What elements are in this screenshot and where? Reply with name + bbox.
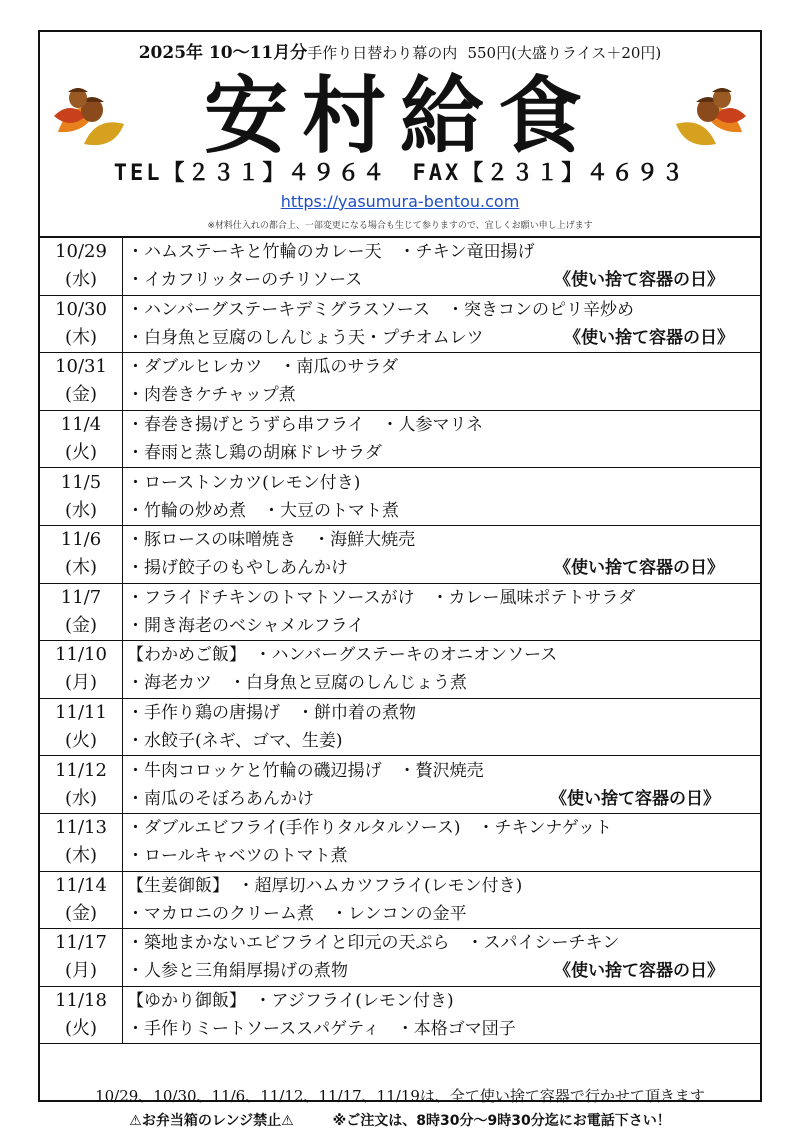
dishes-cell — [123, 526, 760, 583]
menu-row — [40, 987, 760, 1045]
dishes-cell — [123, 872, 760, 929]
menu-table — [40, 238, 760, 1044]
dish-line: 【生姜御飯】 ・超厚切ハムカツフライ(レモン付き) — [127, 875, 523, 896]
menu-sheet — [38, 30, 762, 1129]
menu-row — [40, 641, 760, 699]
dish-line: ・春巻き揚げとうずら串フライ ・人参マリネ — [127, 415, 484, 436]
dishes-cell — [123, 296, 760, 353]
dish-line: ・開き海老のベシャメルフライ — [127, 615, 365, 636]
dishes-cell — [123, 987, 760, 1044]
dish-text: ・白身魚と豆腐のしんじょう天・プチオムレツ — [127, 327, 484, 348]
weekday: (木) — [64, 326, 98, 348]
dish-line: ・ローストンカツ(レモン付き) — [127, 472, 361, 493]
date: 11/13 — [55, 817, 107, 839]
price: 550円(大盛りライス＋20円) — [467, 44, 662, 62]
dish-text: ・南瓜のそぼろあんかけ — [127, 788, 314, 809]
dishes-cell — [123, 929, 760, 986]
disposable-container-tag: 《使い捨て容器の日》 — [550, 788, 720, 809]
footer-bottom — [40, 1110, 760, 1130]
order-time-note: ※ご注文は、8時30分～9時30分迄にお電話下さい！ — [332, 1113, 671, 1129]
autumn-leaves-acorn-icon — [668, 72, 752, 156]
date: 11/10 — [55, 644, 107, 666]
menu-row — [40, 699, 760, 757]
dishes-cell — [123, 756, 760, 813]
weekday: (金) — [64, 902, 98, 924]
menu-row — [40, 411, 760, 469]
dish-line: ・肉巻きケチャップ煮 — [127, 385, 296, 406]
weekday: (水) — [64, 269, 98, 291]
menu-row — [40, 584, 760, 642]
date-cell — [40, 872, 123, 929]
dish-line: ・牛肉コロッケと竹輪の磯辺揚げ ・贅沢焼売 — [127, 760, 484, 781]
dish-line: ・手作りミートソーススパゲティ ・本格ゴマ団子 — [127, 1019, 516, 1040]
header — [40, 32, 760, 238]
weekday: (木) — [64, 557, 98, 579]
date-cell — [40, 238, 123, 295]
date: 11/6 — [60, 529, 102, 551]
date-cell — [40, 699, 123, 756]
menu-row — [40, 238, 760, 296]
menu-row — [40, 872, 760, 930]
date-cell — [40, 814, 123, 871]
dishes-cell — [123, 814, 760, 871]
weekday: (金) — [64, 614, 98, 636]
dish-line: ・築地まかないエビフライと印元の天ぷら ・スパイシーチキン — [127, 933, 620, 954]
weekday: (月) — [64, 960, 98, 982]
dish-line: ・竹輪の炒め煮 ・大豆のトマト煮 — [127, 500, 399, 521]
menu-row — [40, 814, 760, 872]
dish-line: 【ゆかり御飯】 ・アジフライ(レモン付き) — [127, 991, 454, 1012]
dish-line — [127, 554, 760, 582]
date: 11/11 — [55, 702, 107, 724]
dishes-cell — [123, 468, 760, 525]
date: 10/30 — [55, 298, 107, 320]
dish-line: ・ロールキャベツのトマト煮 — [127, 846, 348, 867]
dish-line: ・春雨と蒸し鶏の胡麻ドレサラダ — [127, 443, 382, 464]
dish-text: ・人参と三角絹厚揚げの煮物 — [127, 961, 348, 982]
tel-fax: TEL【２３１】４９６４ FAX【２３１】４６９３ — [113, 161, 687, 186]
weekday: (木) — [64, 845, 98, 867]
dishes-cell — [123, 353, 760, 410]
dish-line: ・ハムステーキと竹輪のカレー天 ・チキン竜田揚げ — [127, 242, 535, 263]
footer-disposable-note: 10/29、10/30、11/6、11/12、11/17、11/19は、全て使い捨て容器で行かせて頂きます — [95, 1087, 705, 1105]
date: 11/18 — [55, 990, 107, 1012]
date-cell — [40, 641, 123, 698]
disposable-container-tag: 《使い捨て容器の日》 — [554, 558, 724, 579]
dish-line — [127, 324, 760, 352]
date-cell — [40, 756, 123, 813]
dish-text: ・揚げ餃子のもやしあんかけ — [127, 558, 348, 579]
website-link[interactable]: https://yasumura-bentou.com — [280, 192, 520, 211]
date-cell — [40, 929, 123, 986]
weekday: (火) — [64, 1018, 98, 1040]
weekday: (水) — [64, 499, 98, 521]
weekday: (火) — [64, 442, 98, 464]
header-topline — [40, 38, 760, 63]
dishes-cell — [123, 238, 760, 295]
period: 2025年 10～11月分 — [138, 43, 308, 63]
dish-line: ・豚ロースの味噌焼き ・海鮮大焼売 — [127, 530, 416, 551]
dish-text: ・イカフリッターのチリソース — [127, 270, 363, 291]
dish-line: ・フライドチキンのトマトソースがけ ・カレー風味ポテトサラダ — [127, 587, 636, 608]
disposable-container-tag: 《使い捨て容器の日》 — [554, 961, 724, 982]
dish-line: ・ダブルエビフライ(手作りタルタルソース) ・チキンナゲット — [127, 818, 613, 839]
dishes-cell — [123, 411, 760, 468]
date: 10/29 — [55, 241, 107, 263]
dish-line: ・海老カツ ・白身魚と豆腐のしんじょう煮 — [127, 673, 467, 694]
date-cell — [40, 411, 123, 468]
dish-line: ・マカロニのクリーム煮 ・レンコンの金平 — [127, 903, 467, 924]
microwave-warning: ⚠お弁当箱のレンジ禁止⚠ — [129, 1113, 294, 1129]
date: 11/12 — [55, 759, 107, 781]
disposable-container-tag: 《使い捨て容器の日》 — [554, 270, 724, 291]
footer — [40, 1079, 760, 1130]
date: 11/5 — [60, 471, 102, 493]
dish-line — [127, 957, 760, 985]
dish-line: ・ダブルヒレカツ ・南瓜のサラダ — [127, 357, 399, 378]
dish-line: 【わかめご飯】 ・ハンバーグステーキのオニオンソース — [127, 645, 558, 666]
dish-line: ・水餃子(ネギ、ゴマ、生姜) — [127, 731, 343, 752]
menu-row — [40, 526, 760, 584]
dish-line — [127, 785, 760, 813]
weekday: (火) — [64, 730, 98, 752]
date: 11/4 — [60, 414, 102, 436]
dishes-cell — [123, 584, 760, 641]
date-cell — [40, 584, 123, 641]
date-cell — [40, 526, 123, 583]
dish-line — [127, 266, 760, 294]
date-cell — [40, 296, 123, 353]
notice: ※材料仕入れの都合上、一部変更になる場合も生じて参りますので、宜しくお願い申し上げます — [207, 221, 593, 231]
weekday: (月) — [64, 672, 98, 694]
menu-row — [40, 468, 760, 526]
date: 11/17 — [55, 932, 107, 954]
menu-row — [40, 296, 760, 354]
menu-row — [40, 353, 760, 411]
disposable-container-tag: 《使い捨て容器の日》 — [564, 327, 734, 348]
date-cell — [40, 353, 123, 410]
description: 手作り日替わり幕の内 — [307, 44, 458, 62]
date: 11/7 — [60, 586, 102, 608]
dish-line: ・ハンバーグステーキデミグラスソース ・突きコンのピリ辛炒め — [127, 299, 634, 320]
date: 10/31 — [55, 356, 107, 378]
dish-line: ・手作り鶏の唐揚げ ・餅巾着の煮物 — [127, 703, 416, 724]
menu-row — [40, 756, 760, 814]
weekday: (金) — [64, 384, 98, 406]
dishes-cell — [123, 699, 760, 756]
date: 11/14 — [55, 874, 107, 896]
date-cell — [40, 987, 123, 1044]
dishes-cell — [123, 641, 760, 698]
weekday: (水) — [64, 787, 98, 809]
menu-row — [40, 929, 760, 987]
date-cell — [40, 468, 123, 525]
company-title: 安村給食 — [203, 66, 596, 165]
